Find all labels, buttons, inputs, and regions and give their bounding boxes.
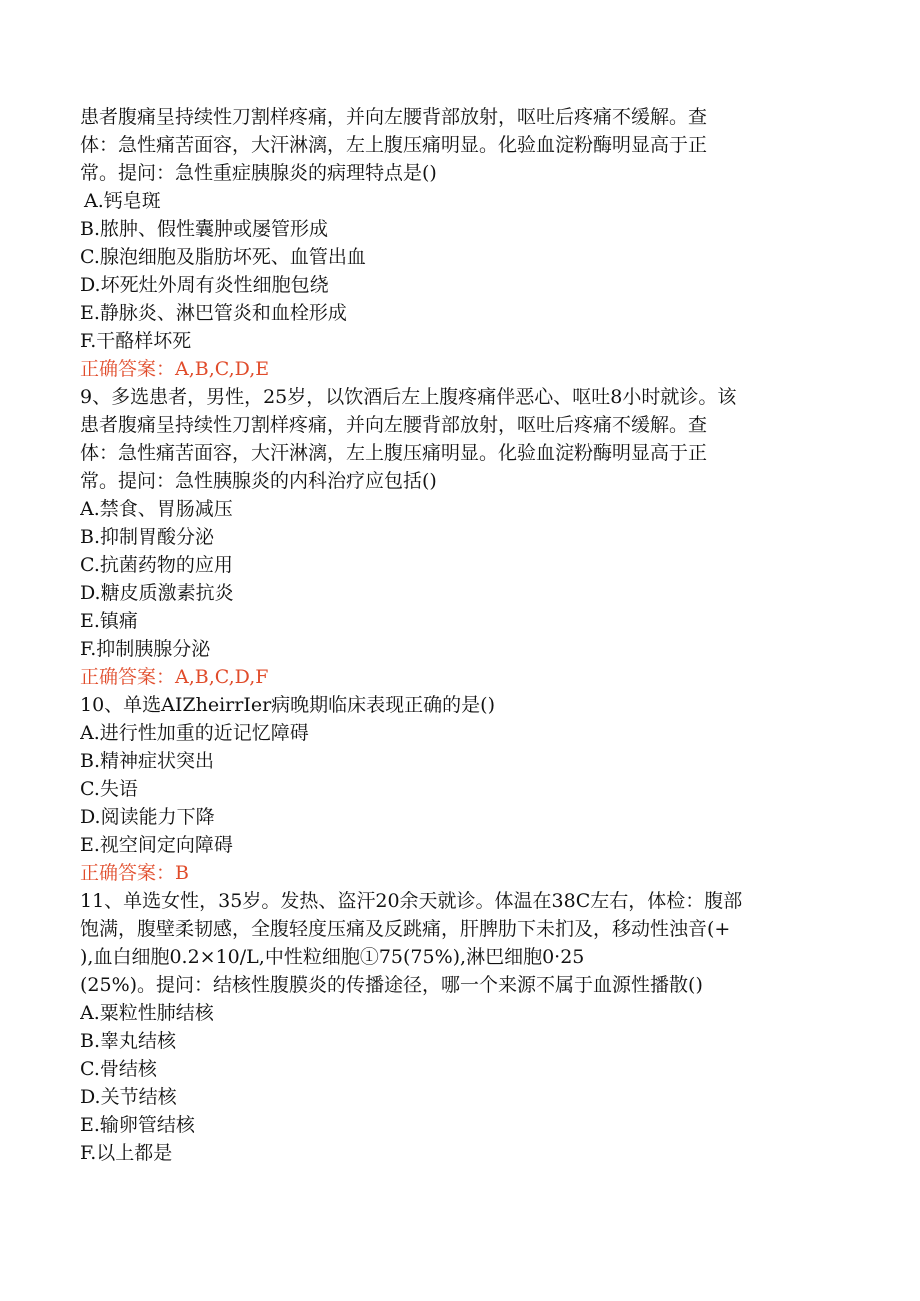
question-stem-line: 体：急性痛苦面容，大汗淋漓，左上腹压痛明显。化验血淀粉酶明显高于正 — [80, 134, 708, 156]
option-a: A.粟粒性肺结核 — [80, 1002, 214, 1024]
option-e: E.输卵管结核 — [80, 1114, 195, 1136]
option-c: C.抗菌药物的应用 — [80, 554, 233, 576]
option-a: A.禁食、胃肠减压 — [80, 498, 233, 520]
option-e: E.静脉炎、淋巴管炎和血栓形成 — [80, 302, 347, 324]
question-stem-line: 体：急性痛苦面容，大汗淋漓，左上腹压痛明显。化验血淀粉酶明显高于正 — [80, 442, 708, 464]
option-d: D.阅读能力下降 — [80, 806, 215, 828]
question-stem-line: 10、单选AIZheirrIer病晚期临床表现正确的是() — [80, 694, 495, 716]
option-c: C.骨结核 — [80, 1058, 157, 1080]
correct-answer: 正确答案：A,B,C,D,E — [80, 358, 270, 380]
option-f: F.以上都是 — [80, 1142, 173, 1164]
option-f: F.抑制胰腺分泌 — [80, 638, 211, 660]
option-b: B.精神症状突出 — [80, 750, 215, 772]
question-stem-line: (25%)。提问：结核性腹膜炎的传播途径，哪一个来源不属于血源性播散() — [80, 974, 703, 996]
option-d: D.糖皮质激素抗炎 — [80, 582, 234, 604]
option-e: E.视空间定向障碍 — [80, 834, 233, 856]
option-c: C.失语 — [80, 778, 138, 800]
question-stem-line: 常。提问：急性重症胰腺炎的病理特点是() — [80, 162, 437, 184]
question-stem-line: 饱满，腹壁柔韧感，全腹轻度压痛及反跳痛，肝脾肋下未扪及，移动性浊音(+ — [80, 918, 731, 940]
exam-page — [80, 103, 840, 1167]
option-e: E.镇痛 — [80, 610, 138, 632]
question-10 — [80, 691, 840, 887]
option-b: B.睾丸结核 — [80, 1030, 177, 1052]
question-stem-line: 9、多选患者，男性，25岁，以饮酒后左上腹疼痛伴恶心、呕吐8小时就诊。该 — [80, 386, 737, 408]
option-b: B.脓肿、假性囊肿或屡管形成 — [80, 218, 329, 240]
option-d: D.坏死灶外周有炎性细胞包绕 — [80, 274, 329, 296]
question-8 — [80, 103, 840, 383]
correct-answer: 正确答案：B — [80, 862, 189, 884]
question-stem-line: ),血白细胞0.2×10/L,中性粒细胞①75(75%),淋巴细胞0·25 — [80, 946, 585, 968]
question-stem-line: 患者腹痛呈持续性刀割样疼痛，并向左腰背部放射，呕吐后疼痛不缓解。查 — [80, 414, 708, 436]
question-11 — [80, 887, 840, 1167]
option-d: D.关节结核 — [80, 1086, 177, 1108]
option-b: B.抑制胃酸分泌 — [80, 526, 215, 548]
question-stem-line: 11、单选女性，35岁。发热、盗汗20余天就诊。体温在38C左右，体检：腹部 — [80, 890, 743, 912]
question-stem-line: 患者腹痛呈持续性刀割样疼痛，并向左腰背部放射，呕吐后疼痛不缓解。查 — [80, 106, 708, 128]
question-9 — [80, 383, 840, 691]
option-a: A.钙皂斑 — [84, 190, 161, 212]
option-f: F.干酪样坏死 — [80, 330, 192, 352]
question-stem-line: 常。提问：急性胰腺炎的内科治疗应包括() — [80, 470, 437, 492]
option-a: A.进行性加重的近记忆障碍 — [80, 722, 309, 744]
correct-answer: 正确答案：A,B,C,D,F — [80, 666, 269, 688]
option-c: C.腺泡细胞及脂肪坏死、血管出血 — [80, 246, 366, 268]
